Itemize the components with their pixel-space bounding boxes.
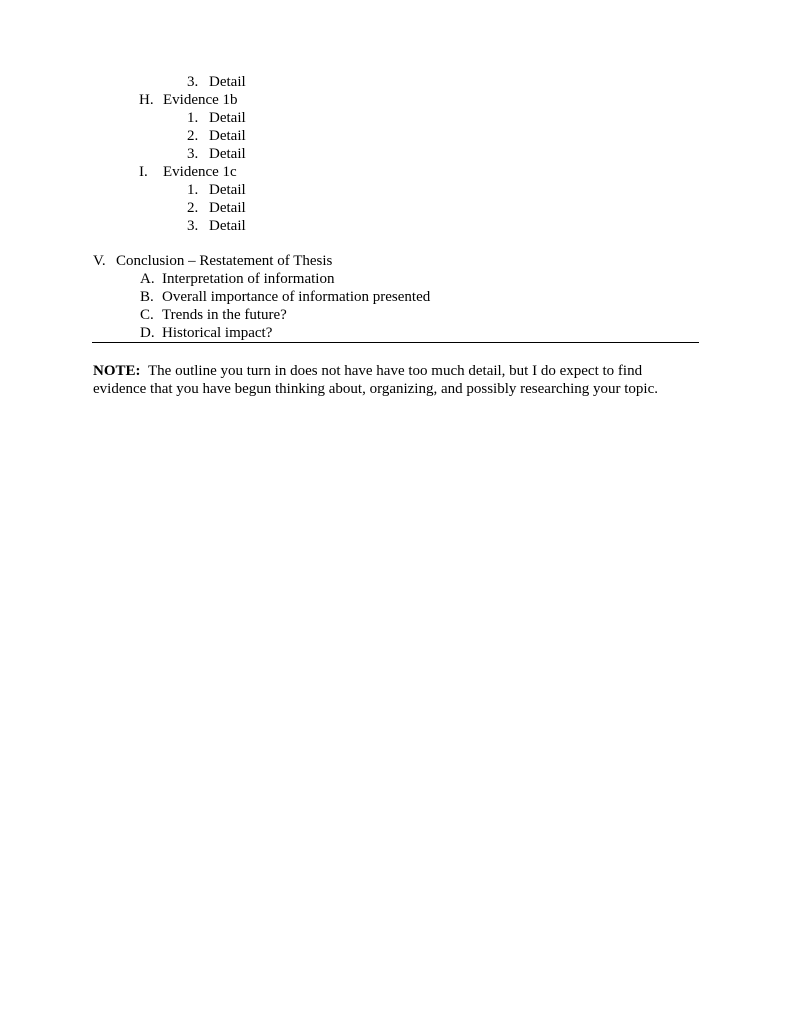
list-marker: I. [139,164,148,180]
note-label: NOTE: [93,363,141,379]
list-text: Evidence 1b [163,92,238,108]
list-text: Detail [209,182,246,198]
horizontal-divider [92,342,699,343]
list-marker: 2. [187,128,199,144]
list-marker: C. [140,307,154,323]
list-text: Conclusion – Restatement of Thesis [116,253,333,269]
list-text: Historical impact? [162,325,273,341]
list-text: Detail [209,110,246,126]
list-text: Evidence 1c [163,164,237,180]
section-heading-conclusion [93,252,332,270]
list-marker: B. [140,289,154,305]
list-text: Trends in the future? [162,307,287,323]
conclusion-item [140,306,287,324]
list-marker: 1. [187,182,199,198]
outline-evidence-item [139,91,238,109]
outline-detail-item [187,181,246,199]
list-marker: 3. [187,74,199,90]
note-line-1 [93,362,693,380]
list-marker: A. [140,271,155,287]
list-text: Interpretation of information [162,271,335,287]
note-paragraph [93,362,693,398]
list-text: Detail [209,200,246,216]
list-text: Overall importance of information presented [162,289,431,305]
list-marker: 1. [187,110,199,126]
note-text-line-2: evidence that you have begun thinking about, organizing, and possibly researching your topic. [93,381,658,397]
list-marker: 2. [187,200,199,216]
conclusion-item [140,270,334,288]
outline-detail-item [187,217,246,235]
outline-detail-item [187,199,246,217]
outline-detail-item [187,109,246,127]
conclusion-item [140,288,430,306]
outline-evidence-item [139,163,237,181]
list-text: Detail [209,74,246,90]
outline-detail-item [187,127,246,145]
list-marker: 3. [187,146,199,162]
list-text: Detail [209,218,246,234]
list-text: Detail [209,128,246,144]
list-marker: 3. [187,218,199,234]
outline-detail-item [187,73,246,91]
note-text-line-1: The outline you turn in does not have have too much detail, but I do expect to find [148,363,643,379]
outline-detail-item [187,145,246,163]
list-marker: V. [93,253,106,269]
list-marker: H. [139,92,154,108]
conclusion-item [140,324,272,342]
list-text: Detail [209,146,246,162]
list-marker: D. [140,325,155,341]
